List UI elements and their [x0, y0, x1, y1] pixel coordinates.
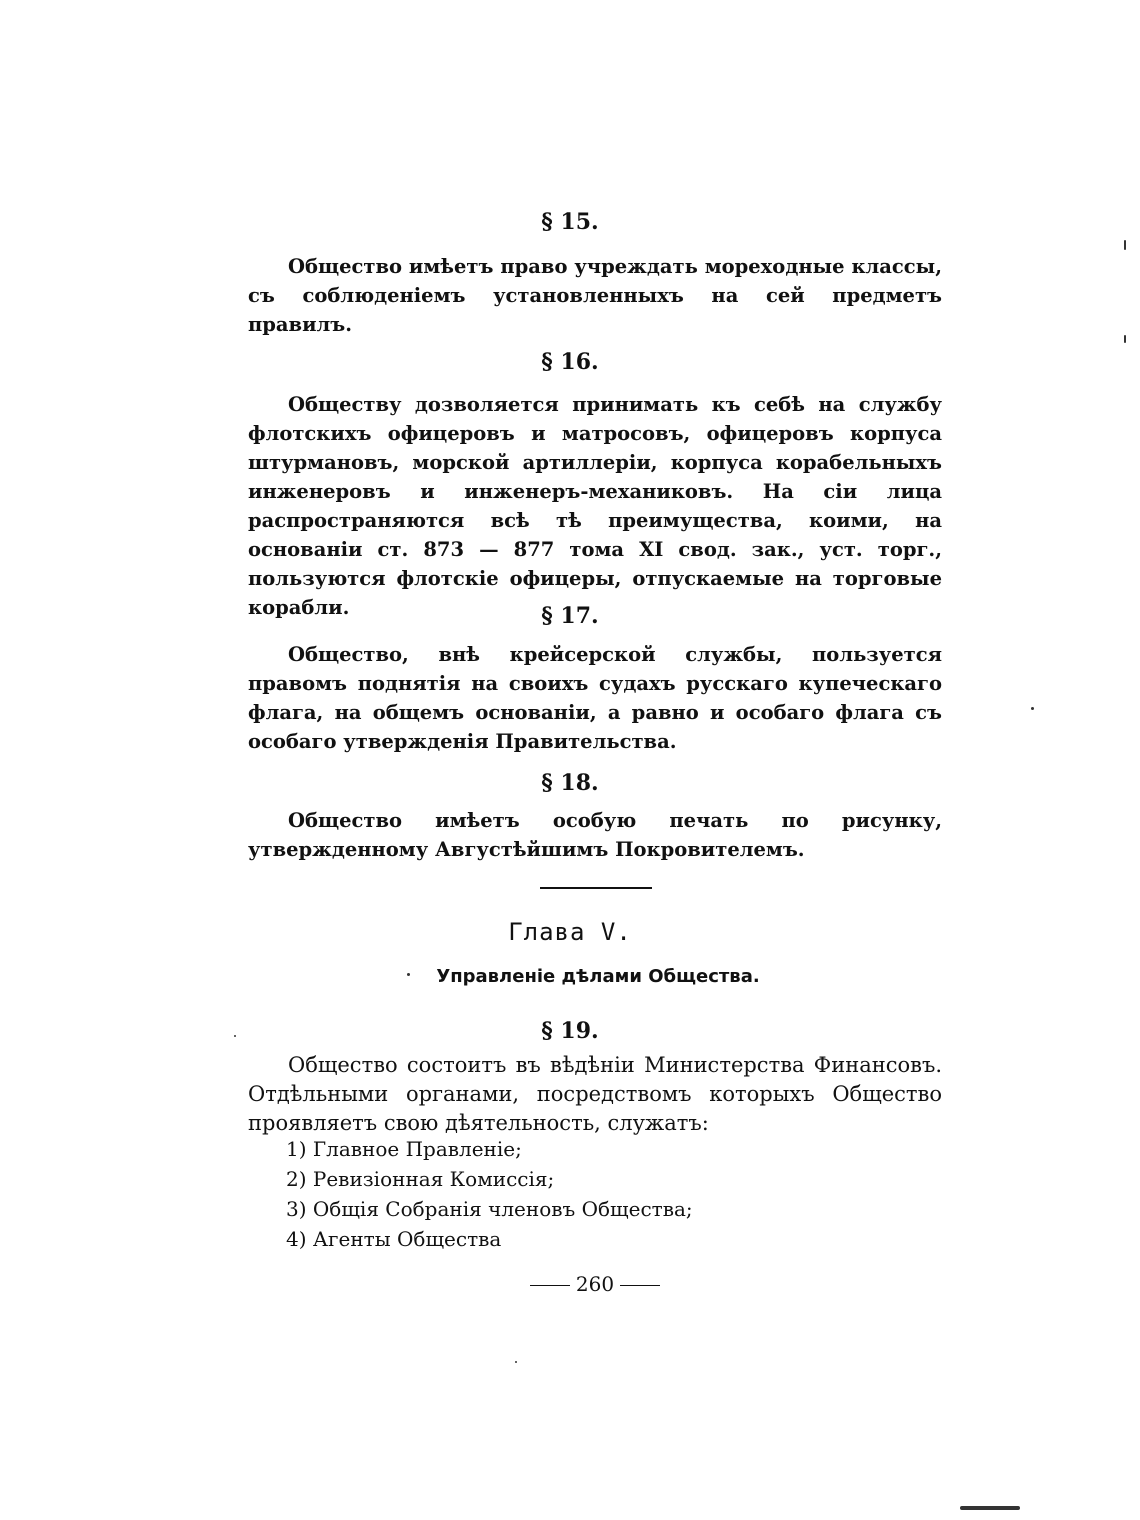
- section-15-heading: § 15.: [541, 209, 599, 235]
- scan-speck: [1031, 707, 1034, 710]
- right-dash: [620, 1285, 660, 1286]
- scan-speck: [1124, 240, 1126, 250]
- page-number: 260: [575, 1272, 615, 1296]
- left-dash: [530, 1285, 570, 1286]
- scan-speck: [515, 1361, 517, 1363]
- governing-bodies-list: [286, 1134, 693, 1254]
- list-item: 3) Общія Собранія членовъ Общества;: [286, 1197, 693, 1221]
- list-item: 4) Агенты Общества: [286, 1227, 502, 1251]
- chapter-subtitle: Управленіе дѣлами Общества.: [436, 966, 760, 987]
- list-item: 2) Ревизіонная Комиссія;: [286, 1167, 555, 1191]
- section-17-text: Общество, внѣ крейсерской службы, пользуется правомъ поднятія на своихъ судахъ русскаго купеческаго флага, на общемъ основаніи, а равно и особаго флага съ особаго утвержденія Правительства.: [248, 643, 942, 753]
- chapter-title: Глава V.: [508, 918, 632, 946]
- section-15-text: Общество имѣетъ право учреждать мореходные классы, съ соблюденіемъ установленныхъ на сей предметъ правилъ.: [248, 255, 942, 336]
- section-16-text: Обществу дозволяется принимать къ себѣ на службу флотскихъ офицеровъ и матросовъ, офицеровъ корпуса штурмановъ, морской артиллеріи, корпуса корабельныхъ инженеровъ и инженеръ-механиковъ. На сіи лица распространяются всѣ тѣ преимущества, коими, на основаніи ст. 873 — 877 тома XI свод. зак., уст. торг., пользуются флотскіе офицеры, отпускаемые на торговые корабли.: [248, 393, 942, 619]
- scan-speck: [1124, 335, 1126, 343]
- page-number-footer: [0, 1272, 1140, 1296]
- scan-speck: [960, 1506, 1020, 1510]
- section-17-heading: § 17.: [541, 603, 599, 629]
- section-18-text: Общество имѣетъ особую печать по рисунку, утвержденному Августѣйшимъ Покровителемъ.: [248, 809, 942, 861]
- chapter-divider-rule: [540, 887, 652, 889]
- list-item: 1) Главное Правленіе;: [286, 1137, 522, 1161]
- section-19-heading: § 19.: [541, 1018, 599, 1044]
- section-18-heading: § 18.: [541, 770, 599, 796]
- section-16-heading: § 16.: [541, 349, 599, 375]
- scan-speck: [234, 1035, 236, 1037]
- section-19-text: Общество состоитъ въ вѣдѣніи Министерства Финансовъ. Отдѣльными органами, посредствомъ которыхъ Общество проявляетъ свою дѣятельность, служатъ:: [248, 1053, 942, 1135]
- scan-speck: [407, 973, 410, 976]
